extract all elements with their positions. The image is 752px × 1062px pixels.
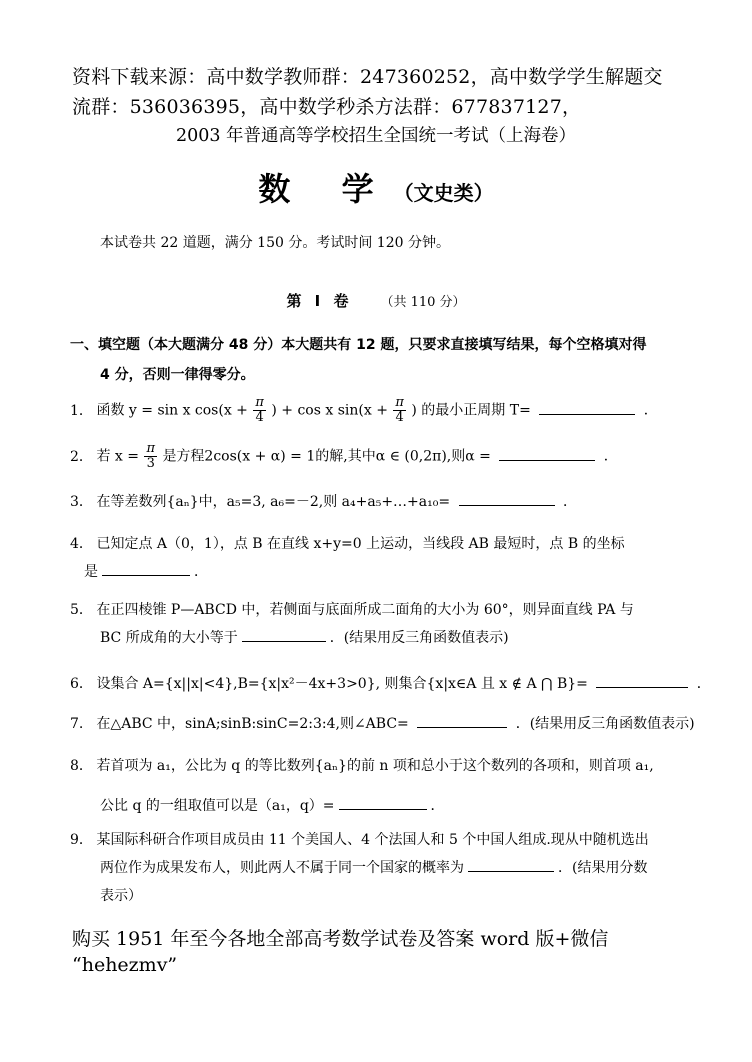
question-end: ． [603, 448, 618, 465]
exam-title: 2003 年普通高等学校招生全国统一考试（上海卷） [175, 126, 577, 146]
question-text: 是方程2cos(x + α) = 1的解,其中α ∈ (0,2π),则α = [162, 448, 491, 465]
footer-line-2: “hehezmv” [72, 954, 178, 976]
question-5 [70, 596, 700, 652]
question-text: 是 [84, 564, 98, 580]
question-6 [70, 670, 711, 698]
question-2 [70, 442, 700, 471]
question-continuation [70, 854, 700, 882]
question-1 [70, 396, 700, 425]
question-number: 9． [70, 832, 93, 848]
question-number: 6． [70, 676, 93, 692]
volume-heading [0, 290, 752, 311]
answer-blank[interactable] [539, 400, 635, 415]
question-number: 1． [70, 402, 93, 419]
question-end: ． [430, 798, 445, 814]
question-end: ．(结果用反三角函数值表示) [329, 630, 509, 646]
question-text: 若首项为 a₁，公比为 q 的等比数列{aₙ}的前 n 项和总小于这个数列的各项和，则首项 a₁, [96, 758, 654, 774]
question-8 [70, 752, 700, 820]
question-4 [70, 530, 700, 586]
question-number: 7. [70, 716, 84, 732]
subject-sub: （文史类） [393, 181, 494, 205]
answer-blank[interactable] [242, 627, 326, 642]
question-end: ． [643, 402, 658, 419]
fraction-numerator: π [146, 441, 155, 456]
question-text: 在△ABC 中，sinA;sinB:sinC=2:3:4,则∠ABC= [96, 716, 409, 732]
question-text: 两位作为成果发布人，则此两人不属于同一个国家的概率为 [100, 860, 464, 876]
question-continuation [70, 624, 700, 652]
question-9 [70, 826, 700, 910]
question-number: 2． [70, 448, 93, 465]
answer-blank[interactable] [339, 795, 427, 810]
fraction-numerator: π [255, 395, 264, 410]
question-3 [70, 488, 700, 516]
fraction-numerator: π [395, 395, 404, 410]
question-text: 在正四棱锥 P—ABCD 中，若侧面与底面所成二面角的大小为 60°，则异面直线 PA 与 [96, 602, 634, 618]
question-text: ) + cos x sin(x + [271, 402, 388, 419]
question-continuation-2: 表示） [100, 888, 142, 904]
section-heading-line-2: 4 分，否则一律得零分。 [100, 367, 255, 383]
footer-line-1: 购买 1951 年至今各地全部高考数学试卷及答案 word 版+微信 [72, 928, 609, 950]
question-number: 3． [70, 494, 93, 510]
question-text: 在等差数列{aₙ}中，a₅=3, a₆=－2,则 a₄+a₅+…+a₁₀= [96, 494, 451, 510]
question-continuation [70, 558, 700, 586]
volume-title: 第 Ⅰ 卷 [286, 292, 353, 310]
subject-main: 数 学 [258, 170, 394, 208]
fraction [393, 396, 406, 425]
fraction-denominator: 4 [255, 410, 264, 425]
section-heading [70, 330, 690, 390]
exam-instructions: 本试卷共 22 道题，满分 150 分。考试时间 120 分钟。 [100, 235, 450, 251]
question-text: 函数 y = sin x cos(x + [96, 402, 248, 419]
answer-blank[interactable] [417, 713, 507, 728]
question-text: 若 x = [96, 448, 139, 465]
question-end: ．(结果用分数 [558, 860, 648, 876]
question-text: BC 所成角的大小等于 [100, 630, 238, 646]
fraction-denominator: 3 [146, 456, 155, 471]
question-end: ． [696, 676, 711, 692]
question-end: ． [562, 494, 577, 510]
question-number: 4． [70, 536, 93, 552]
volume-points: （共 110 分） [380, 295, 466, 310]
question-text: 某国际科研合作项目成员由 11 个美国人、4 个法国人和 5 个中国人组成.现从中随机选出 [96, 832, 649, 848]
answer-blank[interactable] [102, 561, 190, 576]
fraction [144, 442, 157, 471]
question-continuation [70, 792, 700, 820]
answer-blank[interactable] [596, 673, 688, 688]
answer-blank[interactable] [468, 857, 554, 872]
question-text: ) 的最小正周期 T= [411, 402, 531, 419]
question-number: 5． [70, 602, 93, 618]
subject-title [0, 164, 752, 210]
fraction [253, 396, 266, 425]
question-number: 8． [70, 758, 93, 774]
question-end: ． [194, 564, 208, 580]
fraction-denominator: 4 [395, 410, 404, 425]
header-source-line-2: 流群：536036395，高中数学秒杀方法群：677837127， [72, 96, 582, 118]
question-end: ．(结果用反三角函数值表示) [515, 716, 695, 732]
question-7 [70, 710, 700, 738]
question-text: 已知定点 A（0，1），点 B 在直线 x+y=0 上运动，当线段 AB 最短时，点 B 的坐标 [96, 536, 625, 552]
answer-blank[interactable] [459, 491, 555, 506]
header-source-line-1: 资料下载来源：高中数学教师群：247360252，高中数学学生解题交 [72, 66, 663, 88]
question-text: 公比 q 的一组取值可以是（a₁，q）= [100, 798, 335, 814]
section-heading-line-1: 一、填空题（本大题满分 48 分）本大题共有 12 题，只要求直接填写结果，每个空格填对得 [70, 337, 647, 353]
answer-blank[interactable] [499, 446, 595, 461]
question-text: 设集合 A={x||x|<4},B={x|x²－4x+3>0}, 则集合{x|x∈A 且 x ∉ A ⋂ B}= [96, 676, 588, 692]
